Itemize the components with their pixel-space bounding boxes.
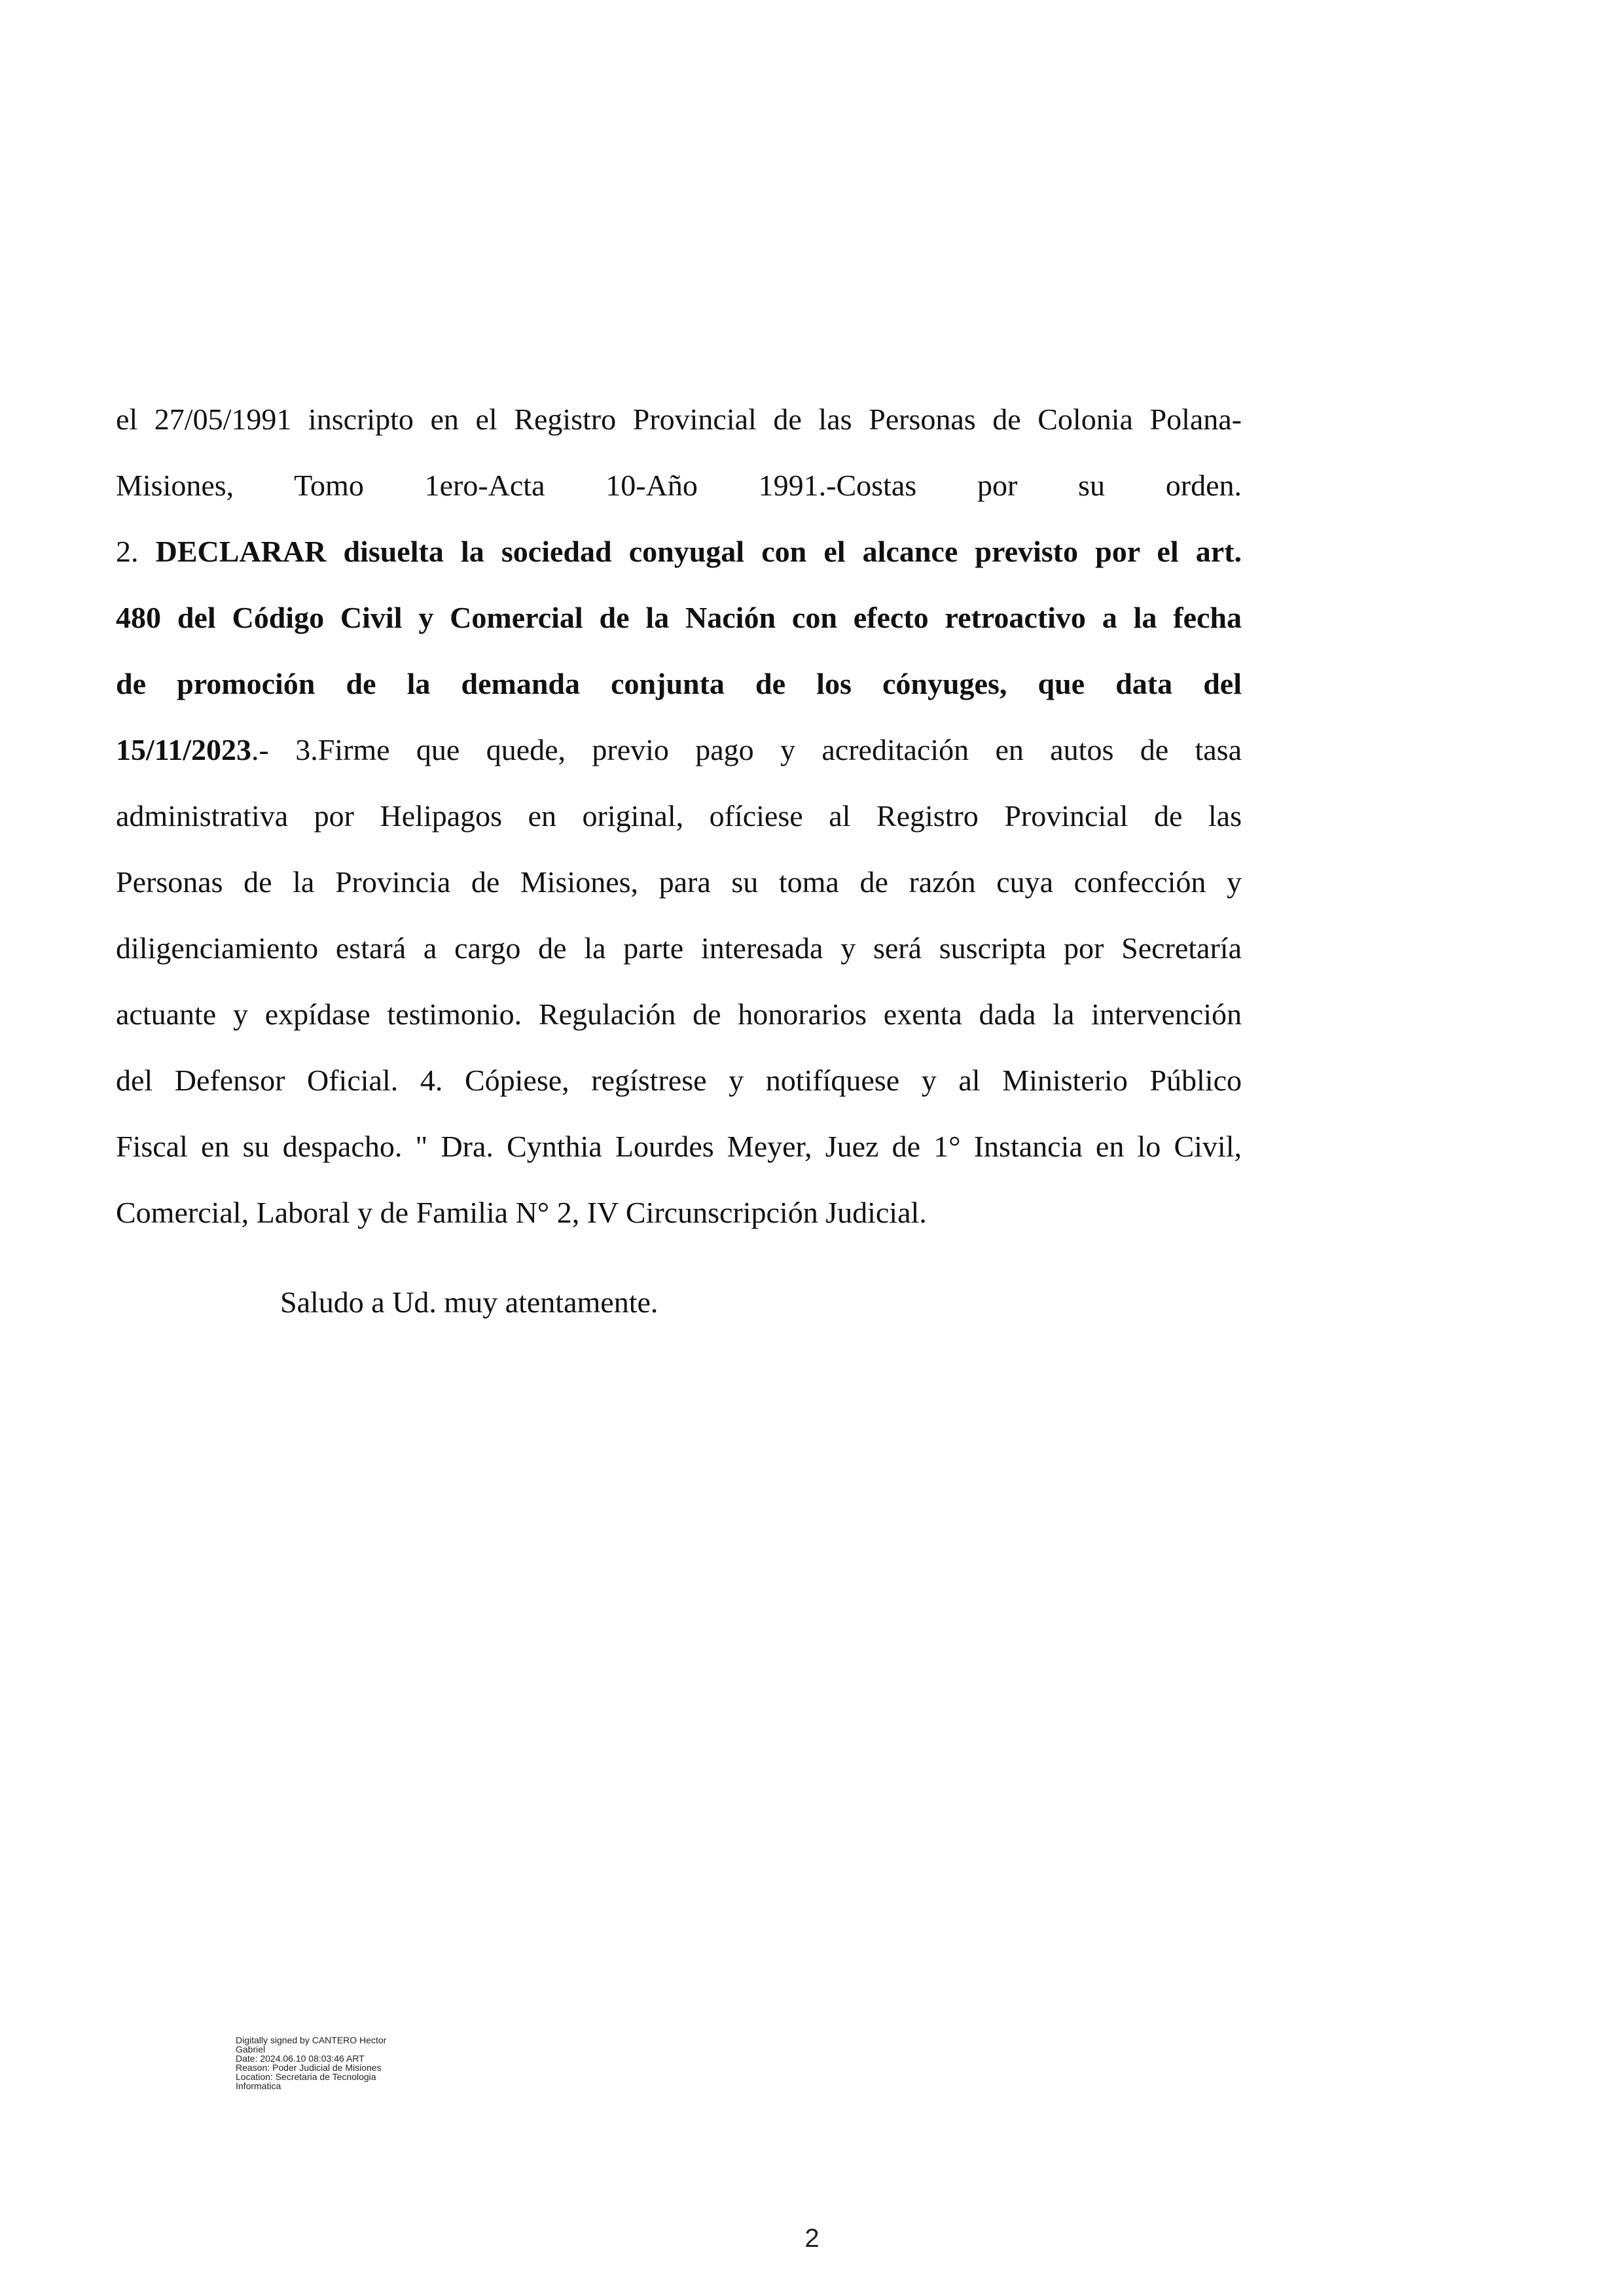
bold-text: 15/11/2023 <box>116 733 252 766</box>
signature-line: Date: 2024.06.10 08:03:46 ART <box>236 2053 365 2064</box>
digital-signature <box>236 2036 452 2090</box>
body-line: administrativa por Helipagos en original, ofíciese al Registro Provincial de las <box>116 799 1242 833</box>
body-line: Comercial, Laboral y de Familia N° 2, IV Circunscripción Judicial. <box>116 1196 927 1229</box>
body-line: 15/11/2023.- 3.Firme que quede, previo pago y acreditación en autos de tasa <box>116 733 1242 766</box>
bold-text: de promoción de la demanda conjunta de los cónyuges, que data del <box>116 667 1242 700</box>
body-line: actuante y expídase testimonio. Regulación de honorarios exenta dada la intervención <box>116 997 1242 1031</box>
body-line: diligenciamiento estará a cargo de la parte interesada y será suscripta por Secretaría <box>116 931 1242 965</box>
signature-line: Location: Secretaria de Tecnologia <box>236 2072 376 2082</box>
salutation: Saludo a Ud. muy atentamente. <box>280 1285 659 1319</box>
signature-line: Digitally signed by CANTERO Hector <box>236 2035 387 2045</box>
body-line <box>116 584 1242 651</box>
bold-text: 480 del Código Civil y Comercial de la Nación con efecto retroactivo a la fecha <box>116 601 1242 634</box>
signature-line: Informatica <box>236 2081 281 2091</box>
body-line: Fiscal en su despacho. " Dra. Cynthia Lourdes Meyer, Juez de 1° Instancia en lo Civil, <box>116 1130 1242 1163</box>
body-line: el 27/05/1991 inscripto en el Registro Provincial de las Personas de Colonia Polana- <box>116 403 1242 436</box>
body-line <box>116 651 1242 717</box>
signature-line: Reason: Poder Judicial de Misiones <box>236 2062 382 2073</box>
body-line: Personas de la Provincia de Misiones, para su toma de razón cuya confección y <box>116 865 1242 899</box>
page-number: 2 <box>804 2224 820 2253</box>
body-text <box>116 386 1242 1246</box>
body-line: del Defensor Oficial. 4. Cópiese, regístrese y notifíquese y al Ministerio Público <box>116 1064 1242 1097</box>
bold-text: DECLARAR disuelta la sociedad conyugal con el alcance previsto por el art. <box>155 535 1242 568</box>
body-line: Misiones, Tomo 1ero-Acta 10-Año 1991.-Costas por su orden. <box>116 469 1242 502</box>
body-line: 2. DECLARAR disuelta la sociedad conyugal con el alcance previsto por el art. <box>116 535 1242 568</box>
signature-line: Gabriel <box>236 2044 266 2054</box>
